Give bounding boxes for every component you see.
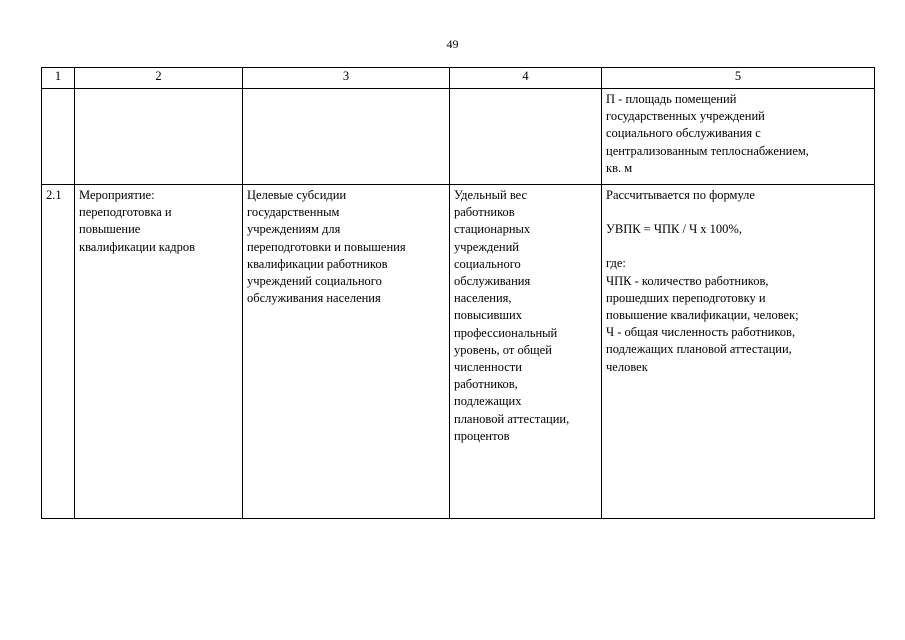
column-header-5: 5 (602, 68, 875, 89)
row-number: 2.1 (42, 185, 75, 519)
text-line: социального (454, 256, 521, 271)
text-line: работников, (454, 377, 518, 392)
text-line: обслуживания (454, 274, 531, 289)
text-line: кв. м (606, 160, 633, 175)
definition-line: ЧПК - количество работников, (606, 273, 769, 288)
page-number: 49 (446, 37, 459, 51)
cell-empty (243, 89, 450, 185)
text-line: государственных учреждений (606, 109, 765, 124)
table-row-2-1 (42, 185, 875, 519)
text-line: численности (454, 360, 522, 375)
text-line: квалификации работников (247, 256, 388, 271)
text-line: подлежащих (454, 394, 522, 409)
definition-line: подлежащих плановой аттестации, (606, 342, 792, 357)
cell-indicator (450, 185, 602, 519)
column-header-1: 1 (42, 68, 75, 89)
text-line: плановой аттестации, (454, 411, 570, 426)
text-line: работников (454, 205, 515, 220)
cell-subsidies (243, 185, 450, 519)
text-line: квалификации кадров (79, 239, 196, 254)
spacer (606, 238, 870, 255)
text-line: Целевые субсидии (247, 188, 347, 202)
text-line: переподготовка и (79, 205, 172, 220)
column-header-4: 4 (450, 68, 602, 89)
formula-where: где: (606, 256, 626, 271)
definition-line: повышение квалификации, человек; (606, 308, 799, 323)
table-header-row (42, 68, 875, 89)
column-header-2: 2 (75, 68, 243, 89)
definition-line: человек (606, 359, 648, 374)
text-line: переподготовки и повышения (247, 239, 406, 254)
text-line: обслуживания населения (247, 291, 381, 306)
text-line: учреждениям для (247, 222, 341, 237)
definition-line: Ч - общая численность работников, (606, 325, 796, 340)
text-line: процентов (454, 428, 510, 443)
text-line: стационарных (454, 222, 531, 237)
text-line: государственным (247, 205, 340, 220)
cell-activity (75, 185, 243, 519)
text-line: Удельный вес (454, 188, 528, 202)
text-line: учреждений социального (247, 274, 382, 289)
cell-empty (75, 89, 243, 185)
definition-line: прошедших переподготовку и (606, 290, 766, 305)
cell-area-definition (602, 89, 875, 185)
document-table (41, 67, 875, 519)
cell-calculation-method (602, 185, 875, 519)
formula-intro: Рассчитывается по формуле (606, 188, 755, 202)
text-line: населения, (454, 291, 512, 306)
table-row-continuation (42, 89, 875, 185)
text-line: П - площадь помещений (606, 92, 737, 106)
cell-empty (42, 89, 75, 185)
text-line: социального обслуживания с (606, 126, 761, 141)
cell-empty (450, 89, 602, 185)
text-line: профессиональный (454, 325, 558, 340)
column-header-3: 3 (243, 68, 450, 89)
spacer (606, 204, 870, 221)
text-line: уровень, от общей (454, 342, 552, 357)
text-line: учреждений (454, 239, 519, 254)
text-line: повысивших (454, 308, 522, 323)
text-line: повышение (79, 222, 141, 237)
formula: УВПК = ЧПК / Ч x 100%, (606, 222, 742, 237)
text-line: Мероприятие: (79, 188, 155, 202)
text-line: централизованным теплоснабжением, (606, 143, 809, 158)
